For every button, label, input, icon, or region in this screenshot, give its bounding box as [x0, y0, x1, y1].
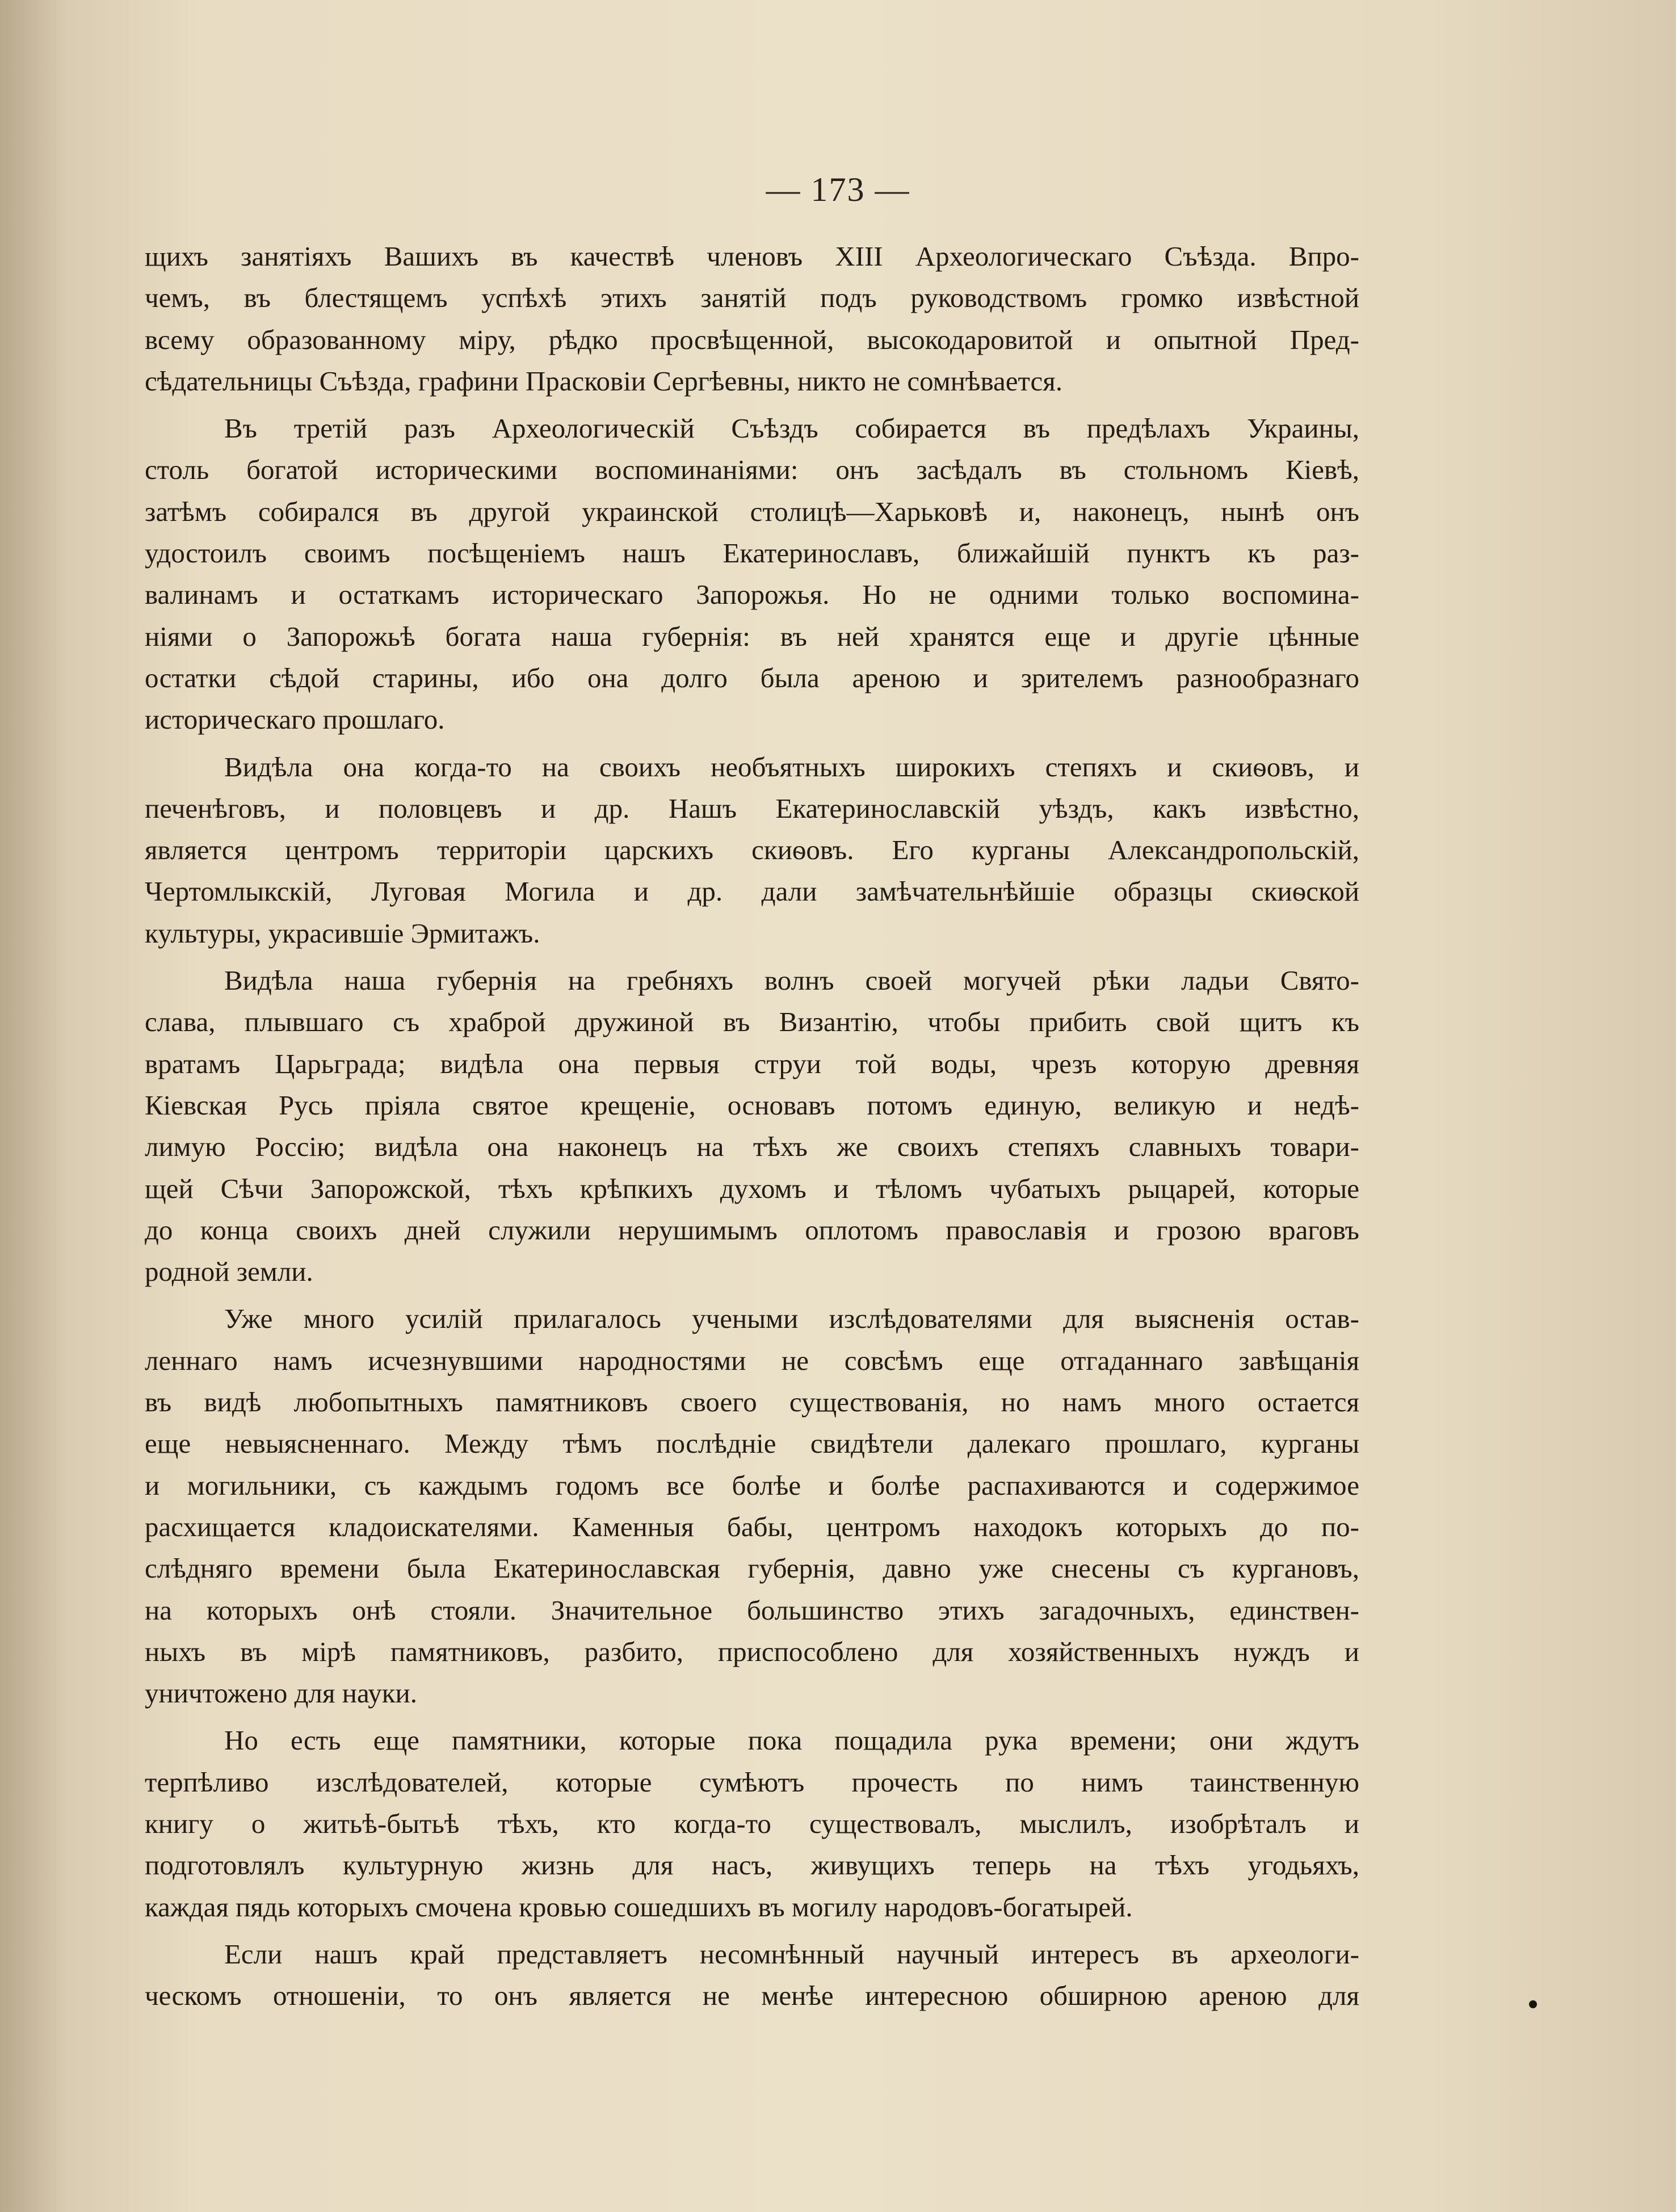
text-line: до конца своихъ дней служили нерушимымъ оплотомъ православія и грозою враговъ [145, 1214, 1359, 1246]
text-line: родной земли. [145, 1256, 313, 1288]
text-line: Если нашъ край представляетъ несомнѣнный научный интересъ въ археологи- [224, 1938, 1359, 1970]
text-line: и могильники, съ каждымъ годомъ все болѣе и болѣе распахиваются и содержимое [145, 1469, 1359, 1501]
paragraph [145, 236, 1359, 402]
text-line: еще невыясненнаго. Между тѣмъ послѣдніе свидѣтели далекаго прошлаго, курганы [145, 1428, 1359, 1460]
page-number: — 173 — [766, 171, 910, 208]
text-line: щей Сѣчи Запорожской, тѣхъ крѣпкихъ духомъ и тѣломъ чубатыхъ рыцарей, которые [145, 1172, 1359, 1204]
text-line: Видѣла она когда-то на своихъ необъятныхъ широкихъ степяхъ и скиѳовъ, и [224, 751, 1359, 783]
paragraph [145, 407, 1359, 740]
text-line: валинамъ и остаткамъ историческаго Запорожья. Но не одними только воспомина- [145, 579, 1359, 611]
text-line: вратамъ Царьграда; видѣла она первыя струи той воды, чрезъ которую древняя [145, 1048, 1359, 1079]
text-line: книгу о житьѣ-бытьѣ тѣхъ, кто когда-то существовалъ, мыслилъ, изобрѣталъ и [145, 1807, 1359, 1839]
text-line: слѣдняго времени была Екатеринославская губернія, давно уже снесены съ кургановъ, [145, 1553, 1359, 1584]
text-line: подготовлялъ культурную жизнь для насъ, живущихъ теперь на тѣхъ угодьяхъ, [145, 1849, 1359, 1881]
text-line: ніями о Запорожьѣ богата наша губернія: въ ней хранятся еще и другіе цѣнные [145, 620, 1359, 652]
text-line: уничтожено для науки. [145, 1677, 417, 1709]
text-line: леннаго намъ исчезнувшими народностями не совсѣмъ еще отгаданнаго завѣщанія [145, 1344, 1359, 1376]
text-line: лимую Россію; видѣла она наконецъ на тѣхъ же своихъ степяхъ славныхъ товари- [145, 1131, 1359, 1163]
text-line: слава, плывшаго съ храброй дружиной въ Византію, чтобы прибить свой щитъ къ [145, 1006, 1359, 1038]
text-line: сѣдательницы Съѣзда, графини Прасковіи Сергѣевны, никто не сомнѣвается. [145, 365, 1063, 397]
text-line: Кіевская Русь пріяла святое крещеніе, основавъ потомъ единую, великую и недѣ- [145, 1089, 1359, 1121]
text-line: Въ третій разъ Археологическій Съѣздъ собирается въ предѣлахъ Украины, [224, 413, 1359, 444]
text-line: Уже много усилій прилагалось учеными изслѣдователями для выясненія остав- [224, 1303, 1359, 1335]
text-line: Видѣла наша губернія на гребняхъ волнъ своей могучей рѣки ладьи Свято- [224, 965, 1359, 996]
text-line: чемъ, въ блестящемъ успѣхѣ этихъ занятій подъ руководствомъ громко извѣстной [145, 282, 1359, 314]
text-line: удостоилъ своимъ посѣщеніемъ нашъ Екатеринославъ, ближайшій пунктъ къ раз- [145, 537, 1359, 569]
paragraph [145, 1719, 1359, 1927]
text-line: щихъ занятіяхъ Вашихъ въ качествѣ членовъ XIII Археологическаго Съѣзда. Впро- [145, 241, 1359, 272]
body-text [145, 236, 1359, 2016]
text-line: ныхъ въ мірѣ памятниковъ, разбито, приспособлено для хозяйственныхъ нуждъ и [145, 1635, 1359, 1667]
text-line: всему образованному міру, рѣдко просвѣщенной, высокодаровитой и опытной Пред- [145, 323, 1359, 355]
text-line: ческомъ отношеніи, то онъ является не менѣе интересною обширною ареною для [145, 1980, 1359, 2012]
ink-speck [1529, 2000, 1537, 2008]
text-line: является центромъ территоріи царскихъ скиѳовъ. Его курганы Александропольскій, [145, 834, 1359, 866]
text-line: терпѣливо изслѣдователей, которые сумѣютъ прочесть по нимъ таинственную [145, 1766, 1359, 1798]
paragraph [145, 1933, 1359, 2017]
text-line: затѣмъ собирался въ другой украинской столицѣ—Харьковѣ и, наконецъ, нынѣ онъ [145, 495, 1359, 527]
text-line: каждая пядь которыхъ смочена кровью сошедшихъ въ могилу народовъ-богатырей. [145, 1891, 1133, 1923]
text-line: расхищается кладоискателями. Каменныя бабы, центромъ находокъ которыхъ до по- [145, 1511, 1359, 1542]
text-line: Чертомлыкскій, Луговая Могила и др. дали замѣчательнѣйшіе образцы скиѳской [145, 876, 1359, 907]
text-line: на которыхъ онѣ стояли. Значительное большинство этихъ загадочныхъ, единствен- [145, 1594, 1359, 1626]
paragraph [145, 960, 1359, 1292]
text-line: столь богатой историческими воспоминаніями: онъ засѣдалъ въ стольномъ Кіевѣ, [145, 454, 1359, 486]
text-line: историческаго прошлаго. [145, 704, 445, 735]
text-line: Но есть еще памятники, которые пока пощадила рука времени; они ждутъ [224, 1725, 1359, 1756]
text-line: въ видѣ любопытныхъ памятниковъ своего существованія, но намъ много остается [145, 1386, 1359, 1418]
text-line: культуры, украсившіе Эрмитажъ. [145, 917, 540, 949]
text-line: остатки сѣдой старины, ибо она долго была ареною и зрителемъ разнообразнаго [145, 662, 1359, 693]
paragraph [145, 1298, 1359, 1714]
paragraph [145, 746, 1359, 954]
text-line: печенѣговъ, и половцевъ и др. Нашъ Екатеринославскій уѣздъ, какъ извѣстно, [145, 792, 1359, 824]
